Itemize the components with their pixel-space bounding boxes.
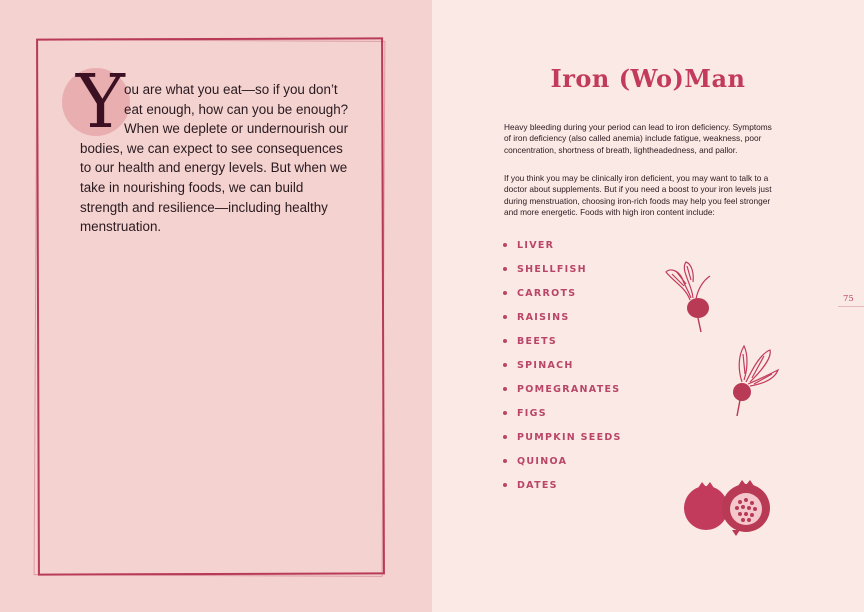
bullet-icon bbox=[503, 363, 507, 367]
list-item bbox=[503, 406, 622, 430]
page-title: Iron (Wo)Man bbox=[550, 64, 746, 93]
bullet-icon bbox=[503, 411, 507, 415]
intro-line: menstruation. bbox=[80, 219, 162, 235]
paragraph-line: If you think you may be clinically iron deficient, you may want to talk to a bbox=[504, 173, 769, 183]
paragraph-line: doctor about supplements. But if you need a boost to your iron levels just bbox=[504, 184, 772, 195]
food-label: SPINACH bbox=[517, 360, 574, 371]
food-label: QUINOA bbox=[517, 456, 568, 467]
bullet-icon bbox=[503, 243, 507, 247]
pomegranate-icon bbox=[680, 480, 776, 536]
bullet-icon bbox=[503, 291, 507, 295]
iron-foods-list bbox=[503, 238, 622, 502]
paragraph-line: during menstruation, choosing iron-rich foods may help you feel stronger bbox=[504, 195, 771, 206]
food-label: SHELLFISH bbox=[517, 264, 587, 275]
food-label: POMEGRANATES bbox=[517, 384, 621, 395]
body-paragraph-1 bbox=[504, 122, 806, 156]
bullet-icon bbox=[503, 387, 507, 391]
beet-icon bbox=[726, 340, 782, 420]
beet-icon bbox=[660, 258, 718, 336]
drop-cap: Y bbox=[76, 59, 125, 145]
list-item bbox=[503, 358, 622, 382]
list-item bbox=[503, 454, 622, 478]
list-item bbox=[503, 478, 622, 502]
intro-line: eat enough, how can you be enough? bbox=[124, 101, 349, 117]
bullet-icon bbox=[503, 435, 507, 439]
list-item bbox=[503, 382, 622, 406]
intro-paragraph bbox=[80, 80, 370, 237]
list-item bbox=[503, 262, 622, 286]
paragraph-line: and more energetic. Foods with high iron content include: bbox=[504, 207, 715, 218]
intro-line: take in nourishing foods, we can build bbox=[80, 179, 304, 195]
bullet-icon bbox=[503, 483, 507, 487]
food-label: CARROTS bbox=[517, 288, 577, 299]
bullet-icon bbox=[503, 459, 507, 463]
bullet-icon bbox=[503, 267, 507, 271]
intro-line: ou are what you eat—so if you don’t bbox=[124, 82, 338, 97]
food-label: PUMPKIN SEEDS bbox=[517, 432, 622, 443]
paragraph-line: of iron deficiency (also called anemia) include fatigue, weakness, poor bbox=[504, 133, 762, 144]
page-number: 75 bbox=[843, 294, 854, 304]
bullet-icon bbox=[503, 315, 507, 319]
list-item bbox=[503, 238, 622, 262]
intro-line: bodies, we can expect to see consequences bbox=[80, 140, 343, 156]
food-label: FIGS bbox=[517, 408, 547, 419]
paragraph-line: Heavy bleeding during your period can lead to iron deficiency. Symptoms bbox=[504, 122, 772, 132]
list-item bbox=[503, 310, 622, 334]
body-paragraph-2 bbox=[504, 173, 806, 219]
food-label: RAISINS bbox=[517, 312, 570, 323]
list-item bbox=[503, 430, 622, 454]
list-item bbox=[503, 286, 622, 310]
food-label: BEETS bbox=[517, 336, 558, 347]
page-number-rule bbox=[838, 306, 864, 307]
food-label: LIVER bbox=[517, 240, 555, 251]
intro-line: strength and resilience—including healthy bbox=[80, 199, 328, 215]
intro-line: When we deplete or undernourish our bbox=[124, 121, 349, 137]
bullet-icon bbox=[503, 339, 507, 343]
food-label: DATES bbox=[517, 480, 558, 491]
paragraph-line: concentration, shortness of breath, lightheadedness, and pallor. bbox=[504, 144, 738, 155]
intro-line: to our health and energy levels. But when we bbox=[80, 160, 348, 176]
list-item bbox=[503, 334, 622, 358]
